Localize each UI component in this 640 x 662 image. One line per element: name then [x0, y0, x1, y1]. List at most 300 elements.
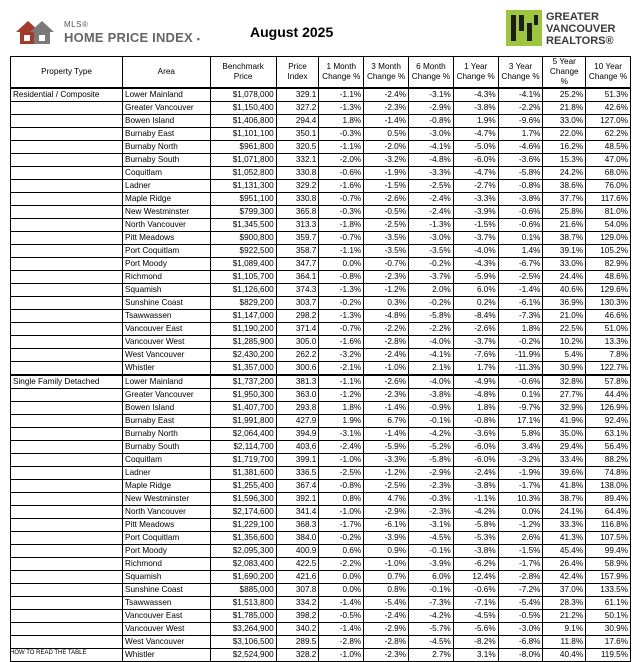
value-cell: -0.6%	[498, 206, 543, 219]
logo-small-text: MLS®	[64, 20, 89, 29]
value-cell: 24.4%	[543, 271, 586, 284]
value-cell: 32.8%	[543, 375, 586, 389]
property-type-cell	[11, 532, 123, 545]
value-cell: 307.8	[276, 584, 319, 597]
value-cell: -6.1%	[498, 297, 543, 310]
value-cell: 0.0%	[319, 258, 364, 271]
value-cell: -2.0%	[319, 154, 364, 167]
value-cell: 157.9%	[586, 571, 631, 584]
gvr-logo	[506, 9, 640, 51]
property-type-cell: Residential / Composite	[11, 88, 123, 102]
value-cell: 392.1	[276, 493, 319, 506]
area-cell: Burnaby North	[123, 428, 211, 441]
property-type-cell	[11, 206, 123, 219]
value-cell: 48.6%	[586, 271, 631, 284]
value-cell: 41.9%	[543, 415, 586, 428]
value-cell: 24.2%	[543, 167, 586, 180]
value-cell: -2.5%	[409, 180, 454, 193]
value-cell: -5.7%	[409, 623, 454, 636]
value-cell: 0.1%	[498, 389, 543, 402]
value-cell: 22.0%	[543, 128, 586, 141]
area-cell: Burnaby East	[123, 415, 211, 428]
area-cell: Vancouver East	[123, 610, 211, 623]
gvr-logo-text	[546, 11, 615, 47]
area-cell: Port Coquitlam	[123, 532, 211, 545]
value-cell: -1.7%	[319, 519, 364, 532]
value-cell: -2.4%	[453, 467, 498, 480]
value-cell: -4.3%	[453, 88, 498, 102]
value-cell: -2.9%	[409, 467, 454, 480]
value-cell: 88.2%	[586, 454, 631, 467]
property-type-cell	[11, 362, 123, 376]
area-cell: Lower Mainland	[123, 375, 211, 389]
area-cell: Pitt Meadows	[123, 232, 211, 245]
value-cell: 332.1	[276, 154, 319, 167]
logo-mark: •	[196, 34, 201, 44]
table-row	[11, 636, 631, 649]
value-cell: -3.9%	[364, 532, 409, 545]
value-cell: 39.6%	[543, 467, 586, 480]
property-type-cell	[11, 636, 123, 649]
value-cell: $1,737,200	[210, 375, 276, 389]
value-cell: -1.5%	[498, 545, 543, 558]
value-cell: -1.1%	[319, 141, 364, 154]
area-cell: New Westminster	[123, 493, 211, 506]
value-cell: -4.2%	[409, 428, 454, 441]
value-cell: -3.7%	[453, 232, 498, 245]
value-cell: 0.0%	[498, 506, 543, 519]
value-cell: 329.2	[276, 180, 319, 193]
value-cell: 1.4%	[498, 245, 543, 258]
value-cell: -1.4%	[319, 623, 364, 636]
value-cell: 127.0%	[586, 115, 631, 128]
value-cell: -2.5%	[364, 219, 409, 232]
area-cell: Vancouver West	[123, 336, 211, 349]
value-cell: 359.7	[276, 232, 319, 245]
value-cell: -2.5%	[364, 480, 409, 493]
value-cell: 0.0%	[319, 584, 364, 597]
property-type-cell	[11, 271, 123, 284]
table-row	[11, 454, 631, 467]
gvr-symbol-icon	[506, 10, 542, 46]
table-row	[11, 297, 631, 310]
value-cell: -4.1%	[498, 88, 543, 102]
value-cell: 38.7%	[543, 232, 586, 245]
value-cell: -1.1%	[453, 493, 498, 506]
property-type-cell	[11, 389, 123, 402]
value-cell: -4.5%	[409, 532, 454, 545]
column-header: Area	[123, 57, 211, 89]
value-cell: -2.4%	[409, 206, 454, 219]
value-cell: 427.9	[276, 415, 319, 428]
column-header: Property Type	[11, 57, 123, 89]
area-cell: Sunshine Coast	[123, 584, 211, 597]
area-cell: Squamish	[123, 571, 211, 584]
table-row	[11, 441, 631, 454]
value-cell: -2.9%	[364, 506, 409, 519]
value-cell: -5.9%	[453, 271, 498, 284]
hpi-table	[10, 56, 631, 662]
value-cell: -0.8%	[409, 115, 454, 128]
value-cell: -2.5%	[498, 271, 543, 284]
value-cell: -1.4%	[319, 597, 364, 610]
value-cell: -0.1%	[409, 415, 454, 428]
value-cell: 330.8	[276, 193, 319, 206]
value-cell: -0.3%	[319, 206, 364, 219]
value-cell: -5.6%	[453, 623, 498, 636]
value-cell: 0.6%	[319, 545, 364, 558]
value-cell: 68.0%	[586, 167, 631, 180]
value-cell: 329.1	[276, 88, 319, 102]
value-cell: -4.1%	[409, 141, 454, 154]
value-cell: 303.7	[276, 297, 319, 310]
column-header: 3 Month Change %	[364, 57, 409, 89]
value-cell: 13.3%	[586, 336, 631, 349]
value-cell: -3.2%	[498, 454, 543, 467]
value-cell: 12.4%	[453, 571, 498, 584]
value-cell: -1.5%	[364, 180, 409, 193]
value-cell: -3.7%	[453, 336, 498, 349]
value-cell: 41.3%	[543, 532, 586, 545]
area-cell: West Vancouver	[123, 636, 211, 649]
value-cell: 29.4%	[543, 441, 586, 454]
value-cell: -1.0%	[319, 506, 364, 519]
value-cell: 61.1%	[586, 597, 631, 610]
value-cell: -1.1%	[319, 88, 364, 102]
value-cell: -2.8%	[319, 636, 364, 649]
value-cell: -6.0%	[453, 441, 498, 454]
gvr-line-2: VANCOUVER	[546, 23, 616, 35]
value-cell: 1.9%	[319, 415, 364, 428]
table-row	[11, 389, 631, 402]
value-cell: 138.0%	[586, 480, 631, 493]
property-type-cell	[11, 219, 123, 232]
value-cell: 30.9%	[586, 623, 631, 636]
value-cell: 384.0	[276, 532, 319, 545]
value-cell: 50.1%	[586, 610, 631, 623]
value-cell: 9.1%	[543, 623, 586, 636]
value-cell: $2,174,600	[210, 506, 276, 519]
value-cell: 76.0%	[586, 180, 631, 193]
table-row	[11, 193, 631, 206]
table-row	[11, 271, 631, 284]
table-row	[11, 167, 631, 180]
value-cell: 33.0%	[543, 115, 586, 128]
property-type-cell	[11, 245, 123, 258]
area-cell: Bowen Island	[123, 402, 211, 415]
value-cell: 262.2	[276, 349, 319, 362]
table-row	[11, 506, 631, 519]
value-cell: -0.2%	[409, 297, 454, 310]
value-cell: $1,407,700	[210, 402, 276, 415]
value-cell: 15.3%	[543, 154, 586, 167]
value-cell: 42.4%	[543, 571, 586, 584]
value-cell: $1,255,400	[210, 480, 276, 493]
value-cell: 81.0%	[586, 206, 631, 219]
value-cell: 398.2	[276, 610, 319, 623]
value-cell: 328.2	[276, 649, 319, 662]
value-cell: -2.6%	[364, 375, 409, 389]
value-cell: 27.7%	[543, 389, 586, 402]
value-cell: -3.8%	[453, 480, 498, 493]
value-cell: -1.4%	[364, 115, 409, 128]
table-row	[11, 519, 631, 532]
value-cell: $2,095,300	[210, 545, 276, 558]
value-cell: $951,100	[210, 193, 276, 206]
value-cell: -2.3%	[364, 102, 409, 115]
value-cell: $1,285,900	[210, 336, 276, 349]
value-cell: -0.8%	[319, 480, 364, 493]
area-cell: Burnaby South	[123, 154, 211, 167]
value-cell: -4.0%	[453, 245, 498, 258]
value-cell: -0.7%	[319, 232, 364, 245]
value-cell: -6.0%	[453, 154, 498, 167]
value-cell: -3.9%	[409, 558, 454, 571]
area-cell: Burnaby South	[123, 441, 211, 454]
value-cell: -3.6%	[498, 154, 543, 167]
value-cell: -4.2%	[453, 506, 498, 519]
value-cell: 105.2%	[586, 245, 631, 258]
table-row	[11, 623, 631, 636]
value-cell: -4.2%	[409, 610, 454, 623]
value-cell: $1,089,400	[210, 258, 276, 271]
area-cell: West Vancouver	[123, 349, 211, 362]
mls-hpi-logo	[12, 16, 202, 50]
value-cell: -8.4%	[453, 310, 498, 323]
value-cell: 117.6%	[586, 193, 631, 206]
value-cell: -2.2%	[364, 323, 409, 336]
value-cell: 381.3	[276, 375, 319, 389]
value-cell: 305.0	[276, 336, 319, 349]
table-row	[11, 610, 631, 623]
value-cell: 56.4%	[586, 441, 631, 454]
value-cell: 368.3	[276, 519, 319, 532]
value-cell: $3,264,900	[210, 623, 276, 636]
value-cell: -0.8%	[453, 415, 498, 428]
value-cell: -4.0%	[409, 336, 454, 349]
value-cell: -4.5%	[453, 610, 498, 623]
value-cell: 10.3%	[498, 493, 543, 506]
table-row	[11, 532, 631, 545]
property-type-cell	[11, 193, 123, 206]
table-row	[11, 545, 631, 558]
value-cell: -5.4%	[364, 597, 409, 610]
value-cell: 30.9%	[543, 362, 586, 376]
column-header: 5 Year Change %	[543, 57, 586, 89]
property-type-cell	[11, 310, 123, 323]
value-cell: $1,406,800	[210, 115, 276, 128]
value-cell: $1,513,800	[210, 597, 276, 610]
table-row	[11, 571, 631, 584]
property-type-cell	[11, 467, 123, 480]
value-cell: 126.9%	[586, 402, 631, 415]
value-cell: -1.6%	[319, 336, 364, 349]
value-cell: 54.0%	[586, 219, 631, 232]
table-row	[11, 206, 631, 219]
area-cell: Maple Ridge	[123, 193, 211, 206]
value-cell: -1.9%	[364, 167, 409, 180]
value-cell: $961,800	[210, 141, 276, 154]
value-cell: -2.3%	[364, 271, 409, 284]
value-cell: 21.6%	[543, 219, 586, 232]
value-cell: -4.8%	[453, 389, 498, 402]
property-type-cell	[11, 428, 123, 441]
value-cell: $1,991,800	[210, 415, 276, 428]
value-cell: 1.9%	[453, 115, 498, 128]
value-cell: -2.9%	[364, 623, 409, 636]
column-header: 1 Year Change %	[453, 57, 498, 89]
value-cell: -3.5%	[364, 245, 409, 258]
table-row	[11, 323, 631, 336]
column-header: 10 Year Change %	[586, 57, 631, 89]
value-cell: 33.4%	[543, 454, 586, 467]
value-cell: 1.8%	[319, 115, 364, 128]
value-cell: 89.4%	[586, 493, 631, 506]
value-cell: -7.3%	[409, 597, 454, 610]
value-cell: 0.8%	[364, 584, 409, 597]
value-cell: -2.4%	[364, 610, 409, 623]
value-cell: -6.7%	[498, 258, 543, 271]
table-row	[11, 480, 631, 493]
value-cell: -0.5%	[498, 610, 543, 623]
value-cell: 64.4%	[586, 506, 631, 519]
value-cell: 47.0%	[586, 154, 631, 167]
value-cell: -0.9%	[409, 402, 454, 415]
value-cell: 37.0%	[543, 584, 586, 597]
value-cell: -5.2%	[409, 441, 454, 454]
value-cell: -9.6%	[498, 115, 543, 128]
value-cell: -1.7%	[498, 480, 543, 493]
value-cell: -5.9%	[364, 441, 409, 454]
column-header: 6 Month Change %	[409, 57, 454, 89]
table-row	[11, 428, 631, 441]
value-cell: 0.1%	[498, 232, 543, 245]
value-cell: 327.2	[276, 102, 319, 115]
value-cell: -2.5%	[319, 467, 364, 480]
property-type-cell	[11, 336, 123, 349]
property-type-cell	[11, 584, 123, 597]
value-cell: -2.7%	[453, 180, 498, 193]
value-cell: 341.4	[276, 506, 319, 519]
value-cell: 6.7%	[364, 415, 409, 428]
value-cell: 2.0%	[409, 284, 454, 297]
area-cell: Vancouver East	[123, 323, 211, 336]
value-cell: -0.2%	[319, 532, 364, 545]
value-cell: 119.5%	[586, 649, 631, 662]
value-cell: -0.6%	[498, 219, 543, 232]
table-row	[11, 558, 631, 571]
value-cell: -1.7%	[498, 558, 543, 571]
value-cell: -11.3%	[498, 362, 543, 376]
value-cell: 2.1%	[409, 362, 454, 376]
property-type-cell	[11, 597, 123, 610]
value-cell: 2.6%	[498, 532, 543, 545]
value-cell: 21.2%	[543, 610, 586, 623]
value-cell: -3.2%	[319, 349, 364, 362]
value-cell: $885,000	[210, 584, 276, 597]
value-cell: -6.0%	[453, 454, 498, 467]
property-type-cell	[11, 519, 123, 532]
value-cell: -2.1%	[319, 362, 364, 376]
value-cell: $1,150,400	[210, 102, 276, 115]
value-cell: -6.2%	[453, 558, 498, 571]
value-cell: -1.4%	[364, 428, 409, 441]
value-cell: 2.7%	[409, 649, 454, 662]
area-cell: Tsawwassen	[123, 597, 211, 610]
value-cell: 294.4	[276, 115, 319, 128]
footer-note: HOW TO READ THE TABLE	[10, 650, 87, 656]
value-cell: 4.7%	[364, 493, 409, 506]
property-type-cell	[11, 506, 123, 519]
value-cell: $1,356,600	[210, 532, 276, 545]
value-cell: 0.5%	[364, 128, 409, 141]
value-cell: -3.2%	[364, 154, 409, 167]
value-cell: -2.8%	[364, 636, 409, 649]
value-cell: $1,078,000	[210, 88, 276, 102]
value-cell: 399.1	[276, 454, 319, 467]
value-cell: -4.9%	[453, 375, 498, 389]
table-row	[11, 649, 631, 662]
value-cell: 130.3%	[586, 297, 631, 310]
value-cell: 116.8%	[586, 519, 631, 532]
value-cell: 403.6	[276, 441, 319, 454]
value-cell: 99.4%	[586, 545, 631, 558]
property-type-cell	[11, 571, 123, 584]
value-cell: 46.6%	[586, 310, 631, 323]
value-cell: -0.1%	[409, 545, 454, 558]
value-cell: 293.8	[276, 402, 319, 415]
value-cell: 11.8%	[543, 636, 586, 649]
gvr-line-3: REALTORS®	[546, 35, 614, 47]
value-cell: 129.6%	[586, 284, 631, 297]
area-cell: North Vancouver	[123, 219, 211, 232]
value-cell: $1,190,200	[210, 323, 276, 336]
value-cell: 40.6%	[543, 284, 586, 297]
value-cell: -1.1%	[319, 245, 364, 258]
value-cell: 313.3	[276, 219, 319, 232]
table-row	[11, 219, 631, 232]
value-cell: $1,071,800	[210, 154, 276, 167]
value-cell: 51.3%	[586, 88, 631, 102]
value-cell: -1.0%	[364, 362, 409, 376]
value-cell: 25.2%	[543, 88, 586, 102]
value-cell: 1.8%	[498, 323, 543, 336]
value-cell: -3.0%	[409, 232, 454, 245]
value-cell: 129.0%	[586, 232, 631, 245]
area-cell: Greater Vancouver	[123, 102, 211, 115]
value-cell: -2.9%	[409, 102, 454, 115]
value-cell: -1.8%	[319, 219, 364, 232]
value-cell: -0.2%	[319, 297, 364, 310]
value-cell: -0.8%	[319, 271, 364, 284]
value-cell: 28.3%	[543, 597, 586, 610]
value-cell: $1,052,800	[210, 167, 276, 180]
value-cell: -4.6%	[498, 141, 543, 154]
value-cell: -1.5%	[453, 219, 498, 232]
value-cell: 57.8%	[586, 375, 631, 389]
value-cell: -3.7%	[409, 271, 454, 284]
value-cell: 1.7%	[498, 128, 543, 141]
value-cell: -3.0%	[498, 623, 543, 636]
table-row	[11, 415, 631, 428]
value-cell: -1.1%	[319, 375, 364, 389]
value-cell: -0.7%	[364, 258, 409, 271]
table-row	[11, 232, 631, 245]
value-cell: 5.4%	[543, 349, 586, 362]
value-cell: 363.0	[276, 389, 319, 402]
value-cell: -5.0%	[453, 141, 498, 154]
table-row	[11, 180, 631, 193]
